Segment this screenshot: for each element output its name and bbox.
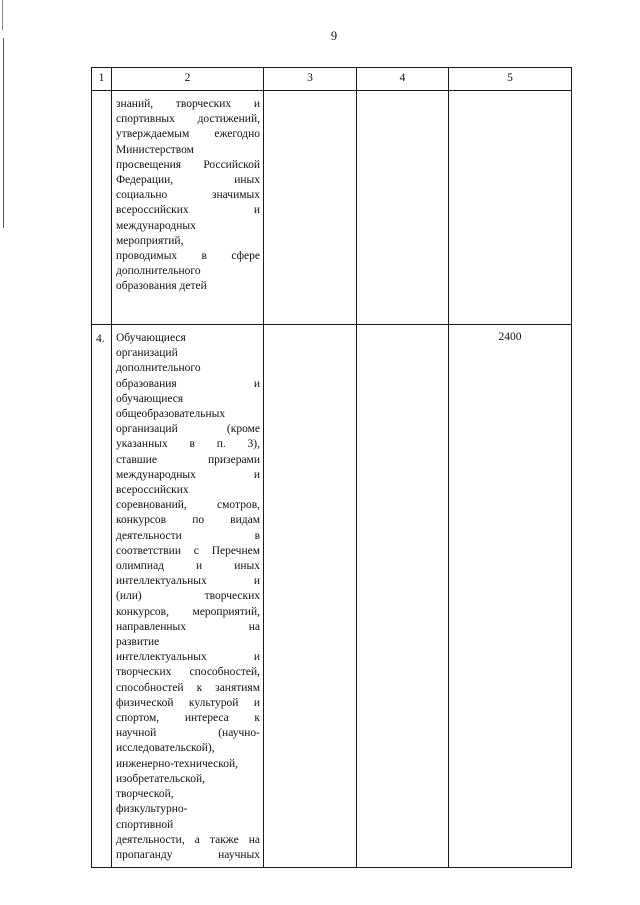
row-col4-cell [357, 325, 449, 868]
description-line: творческих способностей, [116, 666, 260, 679]
description-line: дополнительного [116, 362, 201, 375]
description-line: изобретательской, [116, 772, 206, 785]
description-line: спортом, интереса к [116, 712, 260, 725]
description-line: образования детей [116, 280, 207, 293]
row-number-cell: 4. [92, 325, 112, 868]
description-line: интеллектуальных и [116, 651, 260, 664]
description-line: спортивной [116, 818, 174, 831]
description-line: проводимых в сфере [116, 250, 260, 263]
description-line: просвещения Российской [116, 158, 260, 171]
description-line: соревнований, смотров, [116, 499, 260, 512]
description-line: олимпиад и иных [116, 560, 260, 573]
row-col5-cell: 2400 [449, 325, 572, 868]
scan-margin-mark [3, 38, 4, 228]
description-line: конкурсов по видам [116, 514, 260, 527]
description-line: организаций [116, 347, 178, 360]
description-line: общеобразовательных [116, 408, 226, 421]
description-line: указанных в п. 3), [116, 438, 260, 451]
description-line: научной (научно- [116, 727, 260, 740]
description-line: Министерством [116, 143, 194, 156]
allowance-table [91, 67, 572, 868]
description-line: ставшие призерами [116, 453, 260, 466]
description-line: всероссийских [116, 484, 189, 497]
row-col4-cell [357, 91, 449, 325]
description-line: организаций (кроме [116, 423, 260, 436]
description-line: направленных на [116, 620, 260, 633]
description-line: международных [116, 219, 196, 232]
row-description-cell [112, 325, 264, 868]
description-line: дополнительного [116, 265, 201, 278]
description-line: деятельности, а также на [116, 833, 260, 846]
description-line: физкультурно- [116, 803, 188, 816]
description-line: интеллектуальных и [116, 575, 260, 588]
description-line: обучающиеся [116, 392, 184, 405]
header-cell-4: 4 [357, 68, 449, 91]
description-line: развитие [116, 636, 160, 649]
description-line: пропаганду научных [116, 848, 260, 861]
description-line: образования и [116, 377, 260, 390]
table-row [92, 91, 572, 325]
description-line: способностей к занятиям [116, 681, 260, 694]
description-line: Обучающиеся [116, 332, 186, 344]
header-cell-1: 1 [92, 68, 112, 91]
description-line: инженерно-технической, [116, 757, 239, 770]
description-line: исследовательской), [116, 742, 215, 755]
scan-margin-mark-top [2, 0, 3, 30]
header-cell-2: 2 [112, 68, 264, 91]
description-line: деятельности в [116, 529, 260, 542]
description-line: Федерации, иных [116, 174, 260, 187]
row-number-cell [92, 91, 112, 325]
table-row [92, 325, 572, 868]
description-line: мероприятий, [116, 234, 184, 247]
description-line: знаний, творческих и [116, 98, 260, 110]
row-col5-cell [449, 91, 572, 325]
description-line: конкурсов, мероприятий, [116, 605, 260, 618]
page-number: 9 [330, 29, 338, 43]
description-line: социально значимых [116, 189, 260, 202]
description-line: творческой, [116, 788, 174, 801]
row-col3-cell [264, 325, 357, 868]
description-line: соответствии с Перечнем [116, 544, 260, 557]
row-col3-cell [264, 91, 357, 325]
header-cell-5: 5 [449, 68, 572, 91]
row-description-cell [112, 91, 264, 325]
table-header-row [92, 68, 572, 91]
description-line: всероссийских и [116, 204, 260, 217]
description-line: утверждаемым ежегодно [116, 128, 260, 141]
description-line: физической культурой и [116, 696, 260, 709]
description-line: (или) творческих [116, 590, 260, 603]
header-cell-3: 3 [264, 68, 357, 91]
description-line: международных и [116, 468, 260, 481]
description-line: спортивных достижений, [116, 113, 260, 126]
